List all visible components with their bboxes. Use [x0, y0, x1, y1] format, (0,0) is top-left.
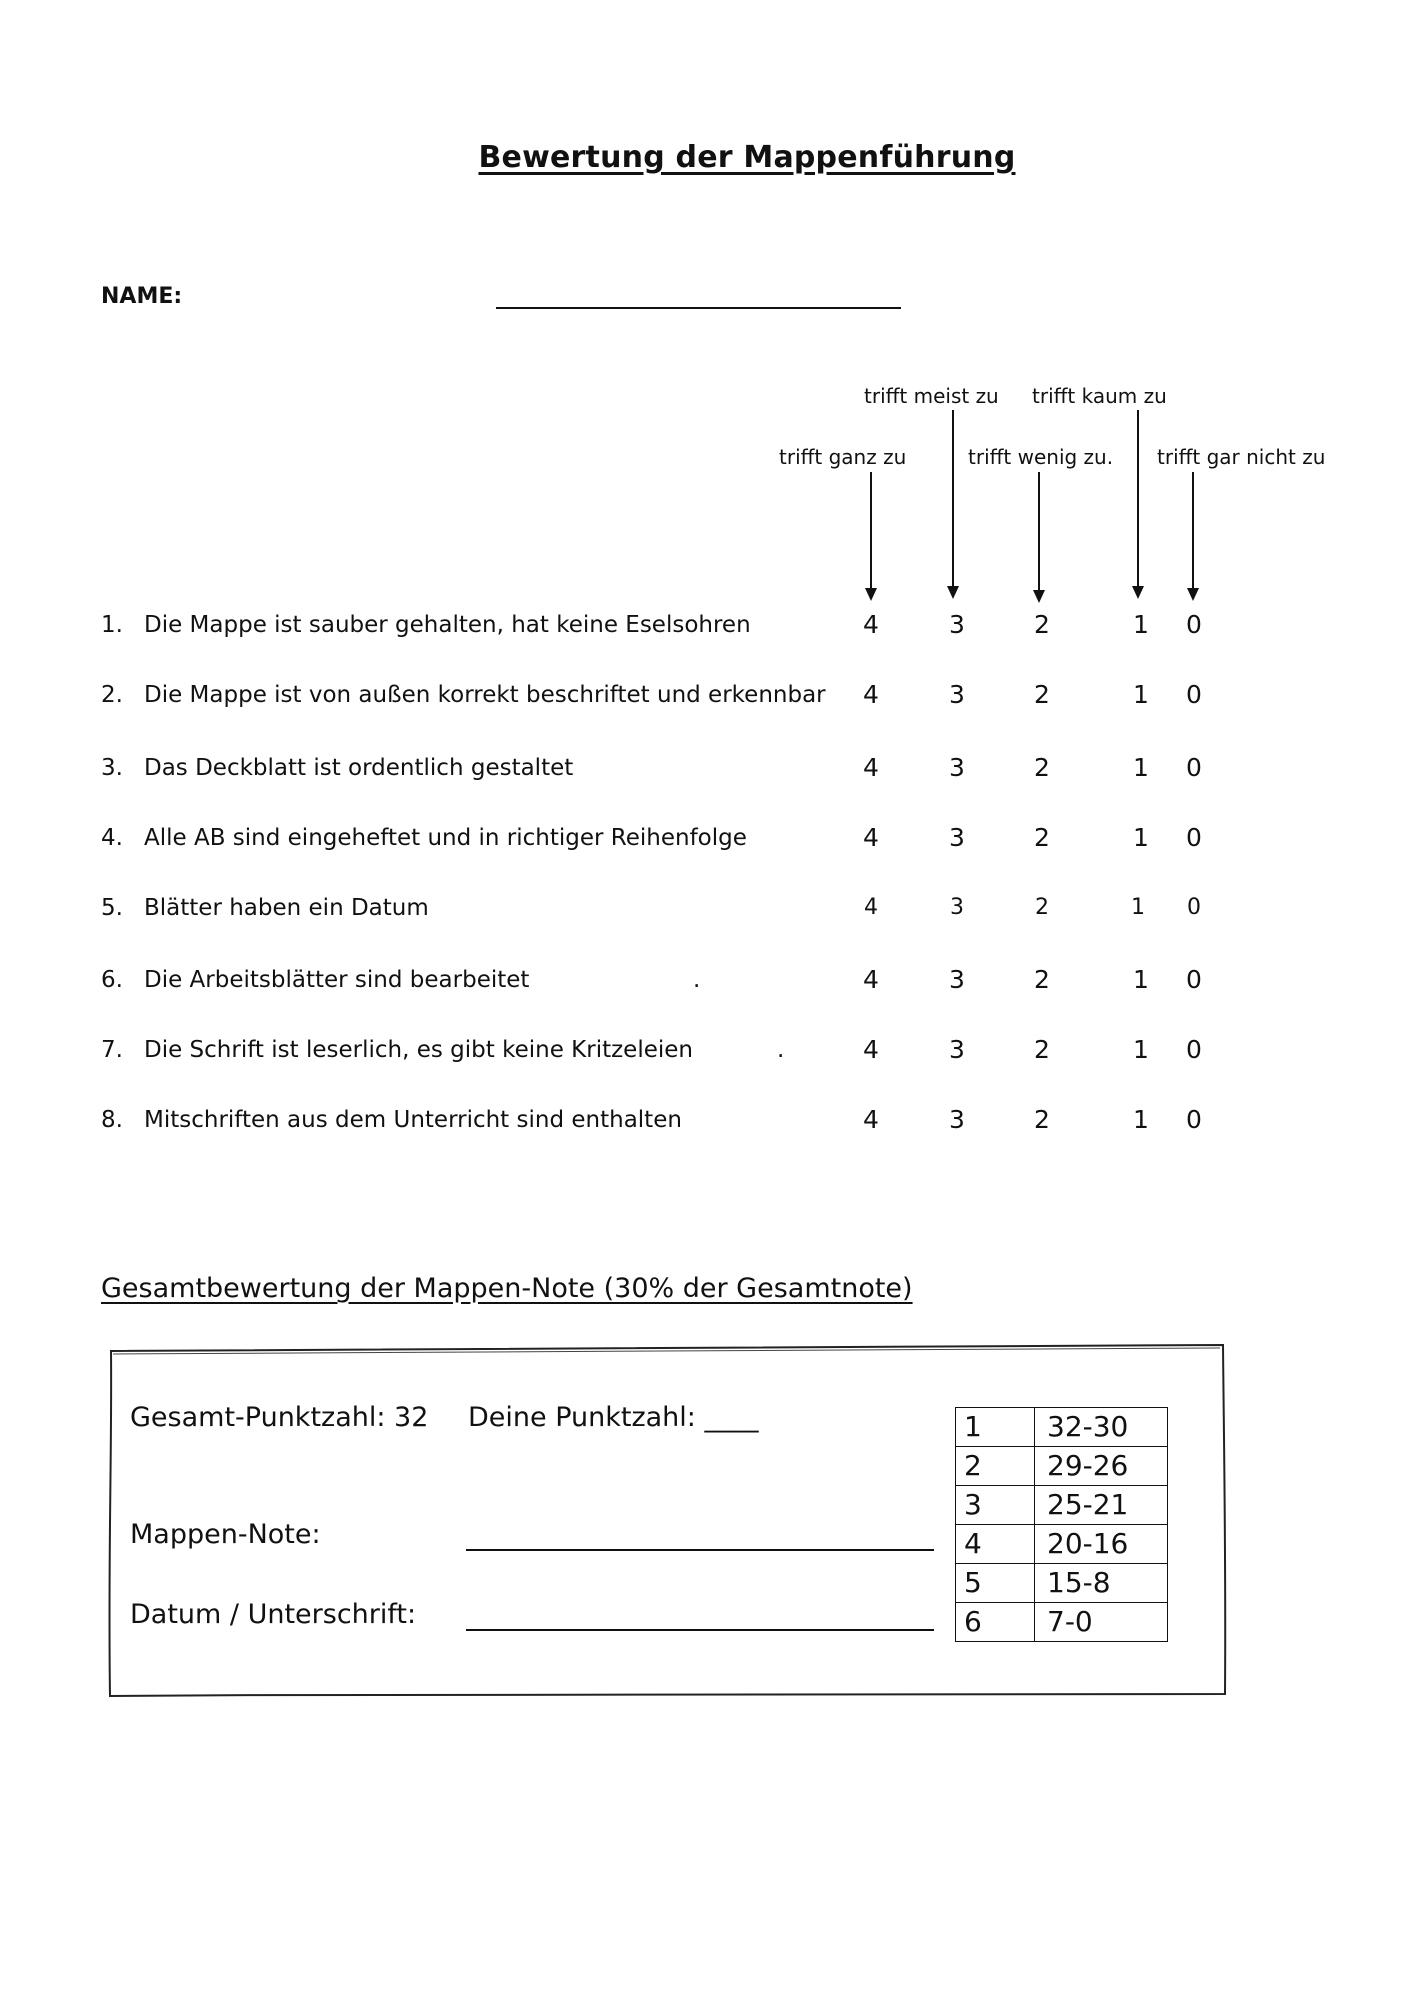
criterion-text: Mitschriften aus dem Unterricht sind enthalten: [144, 1107, 682, 1133]
grade-line[interactable]: [466, 1549, 934, 1551]
criterion-number: 8.: [101, 1107, 123, 1133]
scale-label-ganz: trifft ganz zu: [779, 445, 907, 469]
score-option[interactable]: 1: [1131, 895, 1145, 920]
criterion-number: 5.: [101, 895, 123, 921]
criterion-number: 6.: [101, 967, 123, 993]
score-option[interactable]: 1: [1133, 680, 1149, 709]
score-option[interactable]: 3: [949, 1105, 965, 1134]
total-points-label: Gesamt-Punktzahl: 32: [130, 1402, 429, 1433]
score-option[interactable]: 0: [1186, 1035, 1202, 1064]
table-row: [956, 1564, 1168, 1603]
score-option[interactable]: 4: [863, 610, 879, 639]
score-option[interactable]: 2: [1034, 680, 1050, 709]
score-option[interactable]: 2: [1034, 610, 1050, 639]
scale-label-wenig: trifft wenig zu.: [968, 445, 1114, 469]
scale-label-meist: trifft meist zu: [864, 384, 999, 408]
grade-label: Mappen-Note:: [130, 1519, 321, 1550]
grade-cell: 4: [956, 1525, 1035, 1564]
score-option[interactable]: 3: [949, 753, 965, 782]
criterion-number: 1.: [101, 612, 123, 638]
criterion-text: Das Deckblatt ist ordentlich gestaltet: [144, 755, 574, 781]
grade-cell: 1: [956, 1408, 1035, 1447]
name-label: NAME:: [101, 284, 183, 309]
signature-label: Datum / Unterschrift:: [130, 1599, 417, 1630]
range-cell: 20-16: [1035, 1525, 1168, 1564]
score-option[interactable]: 2: [1034, 1035, 1050, 1064]
score-option[interactable]: 1: [1133, 753, 1149, 782]
score-option[interactable]: 3: [949, 680, 965, 709]
score-option[interactable]: 3: [949, 965, 965, 994]
signature-line[interactable]: [466, 1629, 934, 1631]
score-option[interactable]: 0: [1186, 965, 1202, 994]
score-option[interactable]: 1: [1133, 1105, 1149, 1134]
score-option[interactable]: 0: [1186, 823, 1202, 852]
score-option[interactable]: 0: [1186, 680, 1202, 709]
range-cell: 25-21: [1035, 1486, 1168, 1525]
score-option[interactable]: 3: [949, 1035, 965, 1064]
criterion-number: 3.: [101, 755, 123, 781]
score-option[interactable]: 0: [1186, 753, 1202, 782]
grade-table: [955, 1407, 1168, 1642]
scale-label-kaum: trifft kaum zu: [1032, 384, 1167, 408]
page-title: Bewertung der Mappenführung: [478, 140, 1016, 175]
table-row: [956, 1525, 1168, 1564]
score-option[interactable]: 2: [1034, 1105, 1050, 1134]
range-cell: 15-8: [1035, 1564, 1168, 1603]
table-row: [956, 1408, 1168, 1447]
score-option[interactable]: 2: [1034, 965, 1050, 994]
score-option[interactable]: 4: [864, 895, 878, 920]
score-option[interactable]: 4: [863, 1105, 879, 1134]
score-option[interactable]: 3: [950, 895, 964, 920]
scale-label-gar-nicht: trifft gar nicht zu: [1157, 445, 1326, 469]
grade-cell: 3: [956, 1486, 1035, 1525]
range-cell: 29-26: [1035, 1447, 1168, 1486]
score-option[interactable]: 4: [863, 1035, 879, 1064]
score-option[interactable]: 1: [1133, 1035, 1149, 1064]
score-option[interactable]: 1: [1133, 965, 1149, 994]
score-option[interactable]: 2: [1035, 895, 1049, 920]
criterion-text: Die Mappe ist sauber gehalten, hat keine Eselsohren: [144, 612, 751, 638]
score-option[interactable]: 4: [863, 753, 879, 782]
table-row: [956, 1486, 1168, 1525]
criterion-dot: .: [777, 1037, 785, 1063]
grade-cell: 2: [956, 1447, 1035, 1486]
table-row: [956, 1447, 1168, 1486]
score-option[interactable]: 0: [1186, 610, 1202, 639]
score-option[interactable]: 2: [1034, 753, 1050, 782]
score-option[interactable]: 0: [1186, 1105, 1202, 1134]
your-points-field[interactable]: Deine Punktzahl: ____: [468, 1402, 759, 1433]
criterion-number: 4.: [101, 825, 123, 851]
score-option[interactable]: 4: [863, 965, 879, 994]
score-option[interactable]: 3: [949, 823, 965, 852]
criterion-text: Die Arbeitsblätter sind bearbeitet: [144, 967, 530, 993]
criterion-text: Blätter haben ein Datum: [144, 895, 429, 921]
table-row: [956, 1603, 1168, 1642]
score-option[interactable]: 2: [1034, 823, 1050, 852]
score-option[interactable]: 3: [949, 610, 965, 639]
criterion-number: 2.: [101, 682, 123, 708]
criterion-text: Die Mappe ist von außen korrekt beschriftet und erkennbar: [144, 682, 826, 708]
score-option[interactable]: 0: [1187, 895, 1201, 920]
criterion-text: Alle AB sind eingeheftet und in richtiger Reihenfolge: [144, 825, 747, 851]
criterion-dot: .: [693, 967, 701, 993]
score-option[interactable]: 4: [863, 680, 879, 709]
score-option[interactable]: 1: [1133, 610, 1149, 639]
criterion-number: 7.: [101, 1037, 123, 1063]
grade-cell: 6: [956, 1603, 1035, 1642]
score-option[interactable]: 4: [863, 823, 879, 852]
summary-title: Gesamtbewertung der Mappen-Note (30% der Gesamtnote): [101, 1273, 913, 1304]
range-cell: 32-30: [1035, 1408, 1168, 1447]
grade-cell: 5: [956, 1564, 1035, 1603]
criterion-text: Die Schrift ist leserlich, es gibt keine Kritzeleien: [144, 1037, 693, 1063]
score-option[interactable]: 1: [1133, 823, 1149, 852]
range-cell: 7-0: [1035, 1603, 1168, 1642]
